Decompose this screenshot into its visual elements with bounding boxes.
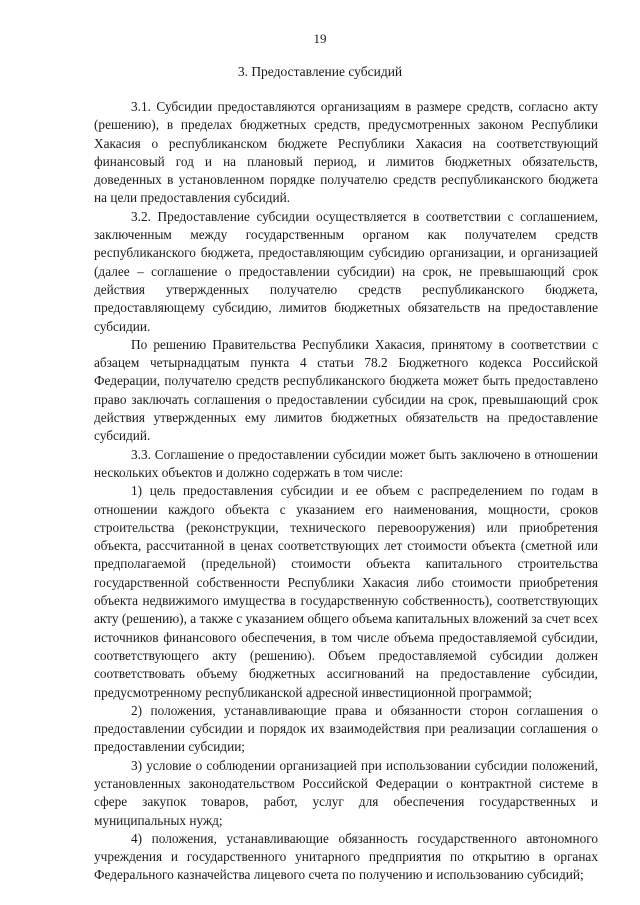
paragraph-government-decision: По решению Правительства Республики Хакасия, принятому в соответствии с абзацем четырнадцатым пункта 4 статьи 78.2 Бюджетного кодекса Российской Федерации, получателю средств республиканского бюджета может быть предоставлено право заключать соглашения о предоставлении субсидии на срок, превышающий срок действия утвержденных ему лимитов бюджетных обязательств на предоставление субсидий. [94,336,598,444]
page-number: 19 [313,31,327,46]
section-title: 3. Предоставление субсидий [237,64,403,79]
paragraph-3-2: 3.2. Предоставление субсидии осуществляется в соответствии с соглашением, заключенным между государственным органом как получателем средств республиканского бюджета, предоставляющим субсидию организации, и организацией (далее – соглашение о предоставлении субсидии) на срок, не превышающий срок действия утвержденных получателю средств республиканского бюджета, предоставляющему субсидию, лимитов бюджетных обязательств на предоставление субсидии. [94,208,598,334]
list-item-4: 4) положения, устанавливающие обязанность государственного автономного учреждения и государственного унитарного предприятия по открытию в органах Федерального казначейства лицевого счета по получению и использованию субсидий; [94,830,598,883]
paragraph-3-3: 3.3. Соглашение о предоставлении субсидии может быть заключено в отношении нескольких объектов и должно содержать в том числе: [94,446,598,480]
list-item-2: 2) положения, устанавливающие права и обязанности сторон соглашения о предоставлении субсидии и порядок их взаимодействия при реализации соглашения о предоставлении субсидии; [94,702,598,755]
list-item-1: 1) цель предоставления субсидии и ее объем с распределением по годам в отношении каждого объекта с указанием его наименования, мощности, сроков строительства (реконструкции, технического перевооружения) или приобретения объекта, рассчитанной в ценах соответствующих лет стоимости объекта (сметной или предполагаемой (предельной) стоимости объекта капитального строительства государственной собственности Республики Хакасия либо стоимости приобретения объекта недвижимого имущества в государственную собственность), соответствующих акту (решению), а также с указанием общего объема капитальных вложений за счет всех источников финансового обеспечения, в том числе объема предоставляемой субсидии, соответствующего акту (решению). Объем предоставляемой субсидии должен соответствовать объему бюджетных ассигнований на предоставление субсидии, предусмотренному республиканской адресной инвестиционной программой; [94,483,598,700]
list-item-3: 3) условие о соблюдении организацией при использовании субсидии положений, установленных законодательством Российской Федерации о контрактной системе в сфере закупок товаров, работ, услуг для обеспечения государственных и муниципальных нужд; [94,757,598,828]
document-body [94,98,598,885]
paragraph-3-1: 3.1. Субсидии предоставляются организациям в размере средств, согласно акту (решению), в пределах бюджетных средств, предусмотренных законом Республики Хакасия о республиканском бюджете Республики Хакасия на соответствующий финансовый год и на плановый период, и лимитов бюджетных обязательств, доведенных в установленном порядке получателю средств республиканского бюджета на цели предоставления субсидий. [94,99,598,206]
